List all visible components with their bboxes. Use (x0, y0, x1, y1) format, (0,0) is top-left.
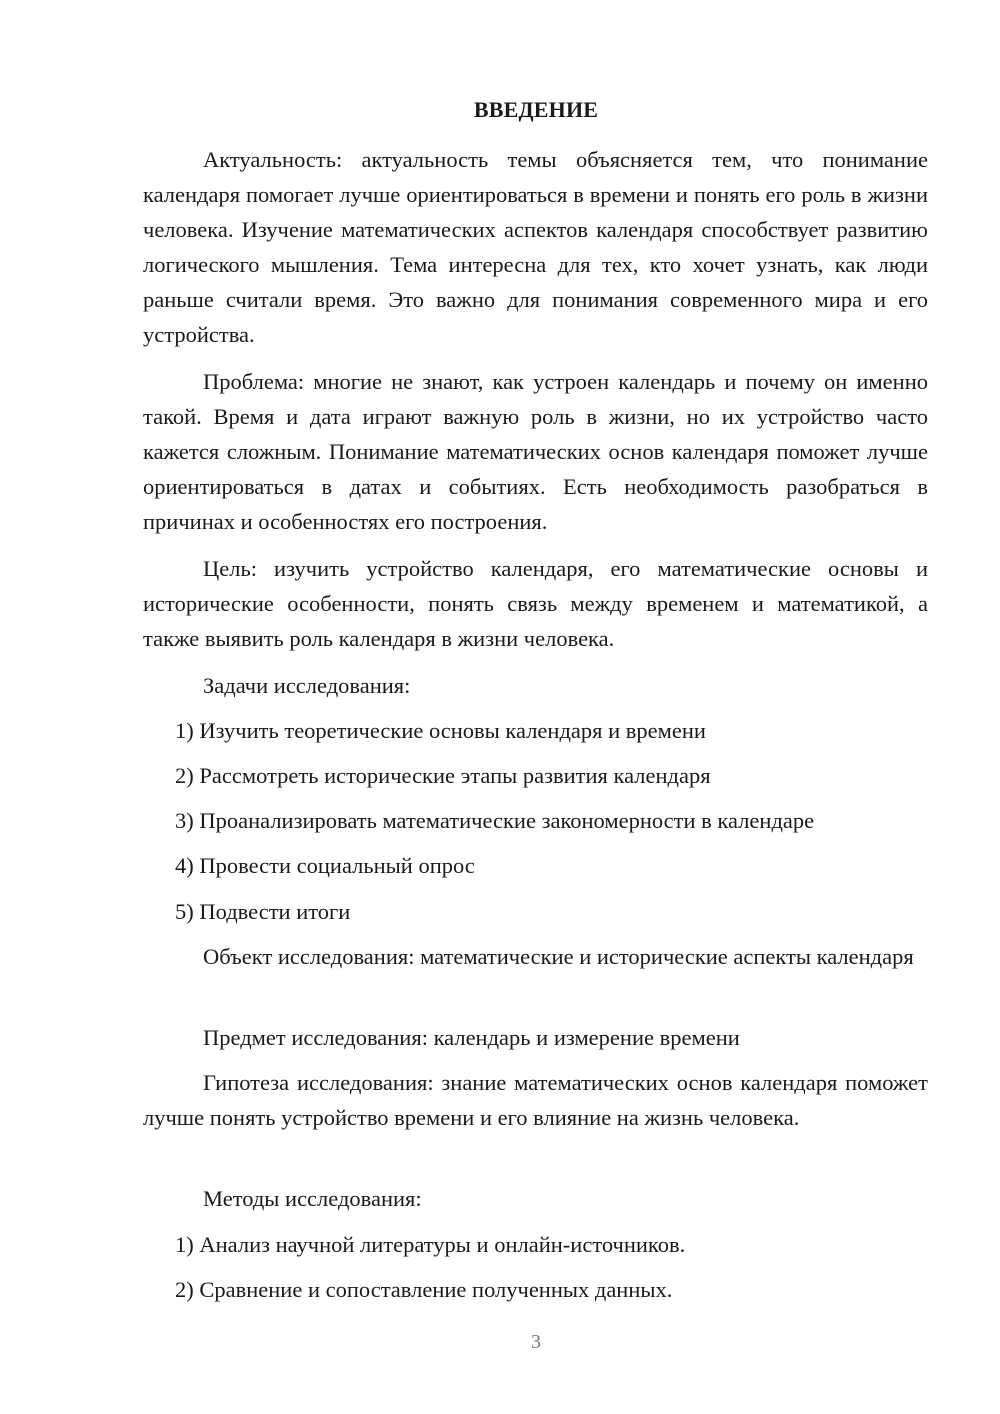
task-item-5: 5) Подвести итоги (175, 899, 351, 924)
object-paragraph: Объект исследования: математические и исторические аспекты календаря (203, 944, 914, 969)
relevance-paragraph: Актуальность: актуальность темы объясняется тем, что понимание календаря помогает лучше ориентироваться в времени и понять его роль в жизни человека. Изучение математических аспектов календаря способствует развитию логического мышления. Тема интересна для тех, кто хочет узнать, как люди раньше считали время. Это важно для понимания современного мира и его устройства. (143, 147, 928, 347)
page-title: ВВЕДЕНИЕ (473, 97, 599, 122)
tasks-heading: Задачи исследования: (203, 673, 411, 698)
task-item-1: 1) Изучить теоретические основы календаря и времени (175, 718, 706, 743)
goal-paragraph: Цель: изучить устройство календаря, его математические основы и исторические особенности, понять связь между временем и математикой, а также выявить роль календаря в жизни человека. (143, 556, 928, 651)
hypothesis-paragraph: Гипотеза исследования: знание математических основ календаря поможет лучше понять устройство времени и его влияние на жизнь человека. (143, 1070, 928, 1130)
problem-paragraph: Проблема: многие не знают, как устроен календарь и почему он именно такой. Время и дата играют важную роль в жизни, но их устройство часто кажется сложным. Понимание математических основ календаря поможет лучше ориентироваться в датах и событиях. Есть необходимость разобраться в причинах и особенностях его построения. (143, 369, 928, 534)
task-item-3: 3) Проанализировать математические закономерности в календаре (175, 808, 815, 833)
method-item-2: 2) Сравнение и сопоставление полученных данных. (175, 1277, 673, 1302)
page-number: 3 (531, 1331, 541, 1353)
methods-heading: Методы исследования: (203, 1186, 422, 1211)
task-item-4: 4) Провести социальный опрос (175, 853, 475, 878)
method-item-1: 1) Анализ научной литературы и онлайн-источников. (175, 1232, 686, 1257)
task-item-2: 2) Рассмотреть исторические этапы развития календаря (175, 763, 711, 788)
subject-paragraph: Предмет исследования: календарь и измерение времени (203, 1025, 740, 1050)
